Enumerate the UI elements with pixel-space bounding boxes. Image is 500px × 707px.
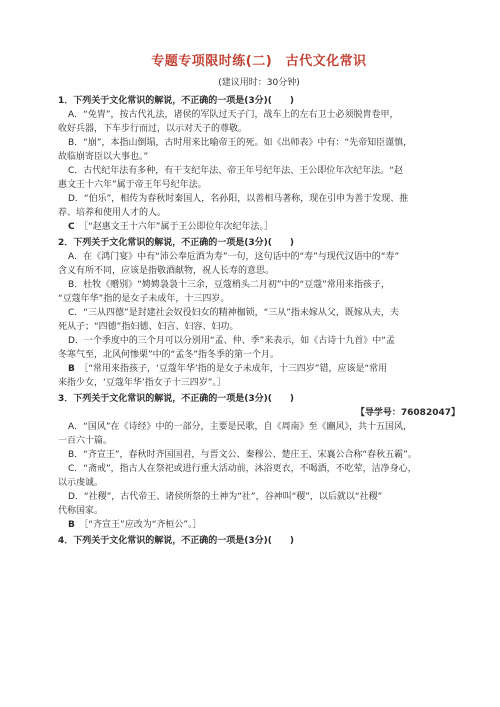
question-2-stem: 2．下列关于文化常识的解说，不正确的一项是(3分)( ): [58, 238, 294, 248]
q1-answer: [58, 220, 460, 234]
q3-option-a-line1: A．“国风”在《诗经》中的一部分，主要是民歌，自《周南》至《豳风》，共十五国风，: [68, 422, 412, 432]
guide-number: [58, 406, 460, 420]
question-4-stem: 4．下列关于文化常识的解说，不正确的一项是(3分)( ): [58, 536, 294, 546]
q3-answer: [58, 518, 460, 532]
q2-option-c-line2: 死从子；“四德”指妇德、妇言、妇容、妇功。: [58, 322, 239, 332]
q2-answer-text: ［“常用来指孩子，‘豆蔻年华’指的是女子未成年，十三四岁”错，应该是“常用: [83, 364, 388, 374]
q3-option-c-line2: 以示虔诚。: [58, 478, 104, 488]
q2-answer-line2: 来指少女，‘豆蔻年华’指女子十三四岁”。］: [58, 378, 226, 388]
guide-label: 【导学号：: [355, 408, 401, 418]
q2-option-b-line2: “豆蔻年华”指的是女子未成年，十三四岁。: [58, 294, 230, 304]
q1-option-c-line2: 惠文王十六年”属于帝王年号纪年法。: [58, 180, 207, 190]
question-1-stem: 1．下列关于文化常识的解说，不正确的一项是(3分)( ): [58, 96, 294, 106]
q1-option-b-line1: B．“崩”，本指山倒塌，古时用来比喻帝王的死。如《出师表》中有：“先帝知臣谨慎，: [68, 138, 413, 148]
q2-option-d-line2: 冬寒气至，北风何惨栗”中的“孟冬”指冬季的第一个月。: [58, 350, 279, 360]
q3-option-c-line1: C．“斋戒”，指古人在祭祀或进行重大活动前，沐浴更衣，不喝酒，不吃荤，洁净身心，: [68, 464, 417, 474]
q3-option-d-line1: D．“社稷”，古代帝王、诸侯所祭的土神为“社”，谷神叫“稷”，以后就以“社稷”: [68, 492, 383, 502]
page-title: 专题专项限时练(二) 古代文化常识: [151, 54, 367, 69]
q2-option-a-line2: 含义有所不同，应该是指敬酒献物，祝人长寿的意思。: [58, 266, 275, 276]
q2-option-a-line1: A．在《鸿门宴》中有“沛公奉卮酒为寿”一句，这句话中的“寿”与现代汉语中的“寿”: [68, 252, 400, 262]
q1-option-c-line1: C．古代纪年法有多种，有干支纪年法、帝王年号纪年法、王公即位年次纪年法。“赵: [68, 166, 403, 176]
q1-answer-text: ［“赵惠文王十六年”属于王公即位年次纪年法。］: [83, 222, 273, 232]
page-subtitle: (建议用时：30分钟): [218, 78, 300, 88]
q2-option-d-line1: D．一个季度中的三个月可以分别用“孟、仲、季”来表示，如《古诗十九首》中“孟: [68, 336, 395, 346]
q3-answer-letter: B: [68, 520, 75, 530]
q3-answer-text: ［“齐宣王”应改为“齐桓公”。］: [83, 520, 202, 530]
q2-answer-letter: B: [68, 364, 75, 374]
q1-option-a-line2: 收好兵器，下车步行而过，以示对天子的尊敬。: [58, 124, 248, 134]
q1-option-a-line1: A．“免胄”，按古代礼法，诸侯的军队过天子门，战车上的左右卫士必须脱胄卷甲，: [68, 110, 399, 120]
guide-code: 76082047】: [400, 408, 460, 418]
q1-option-d-line2: 荐、培养和使用人才的人。: [58, 208, 167, 218]
q1-option-d-line1: D．“伯乐”，相传为春秋时秦国人，名孙阳，以善相马著称，现在引申为善于发现、推: [68, 194, 409, 204]
q3-option-d-line2: 代称国家。: [58, 506, 104, 516]
q3-option-a-line2: 一百六十篇。: [58, 436, 113, 446]
q2-answer-line1: [58, 362, 460, 376]
q1-answer-letter: C: [68, 222, 75, 232]
q2-option-c-line1: C．“三从四德”是封建社会奴役妇女的精神枷锁，“三从”指未嫁从父，既嫁从夫，夫: [68, 308, 399, 318]
q3-option-b-line1: B．“齐宣王”，春秋时齐国国君，与晋文公、秦穆公、楚庄王、宋襄公合称“春秋五霸”。: [68, 450, 417, 460]
q2-option-b-line1: B．杜牧《赠别》“娉娉袅袅十三余，豆蔻梢头二月初”中的“豆蔻”常用来指孩子，: [68, 280, 390, 290]
q1-option-b-line2: 故临崩寄臣以大事也。”: [58, 152, 149, 162]
question-3-stem: 3．下列关于文化常识的解说，不正确的一项是(3分)( ): [58, 394, 294, 404]
